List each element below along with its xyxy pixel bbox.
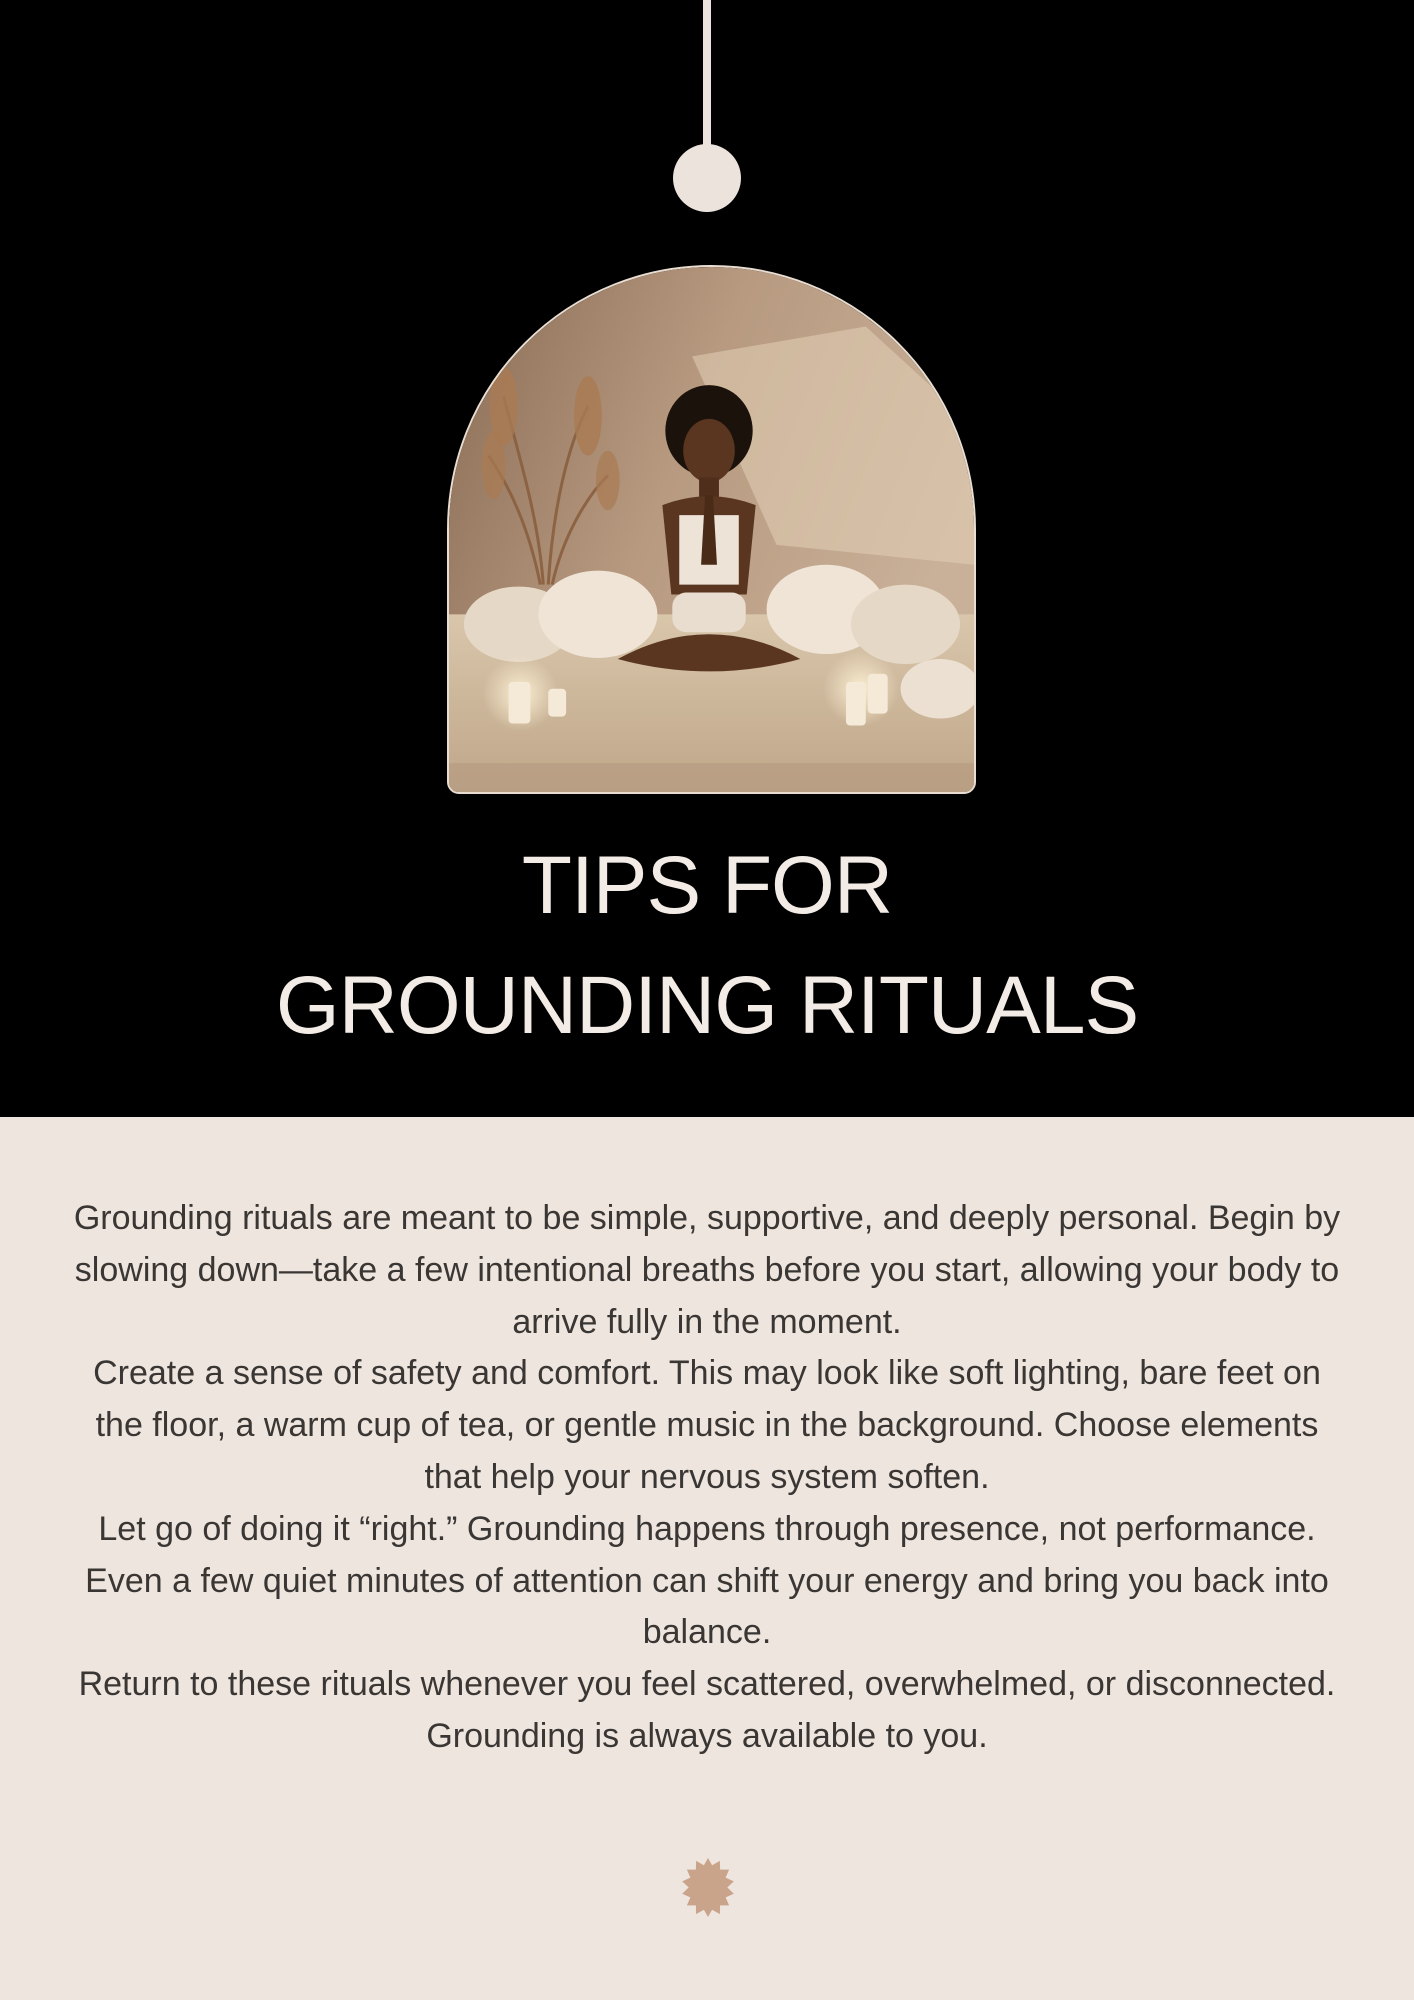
starburst-icon: [677, 1858, 739, 1920]
meditation-scene-illustration: [449, 267, 974, 792]
paragraph-1: Grounding rituals are meant to be simple, supportive, and deeply personal. Begin by slowing down—take a few intentional breaths before you start, allowing your body to arrive fully in the moment.: [73, 1199, 1341, 1341]
body-text: [70, 1193, 1344, 1763]
page-title: [0, 826, 1414, 1066]
title-line-1: TIPS FOR: [521, 840, 893, 931]
meditation-photo: [447, 265, 976, 794]
paragraph-3: Let go of doing it “right.” Grounding happens through presence, not performance. Even a few quiet minutes of attention can shift your energy and bring you back into balance.: [85, 1509, 1329, 1652]
pendant-cord: [703, 0, 711, 150]
paragraph-2: Create a sense of safety and comfort. This may look like soft lighting, bare feet on the floor, a warm cup of tea, or gentle music in the background. Choose elements that help your nervous system soften.: [93, 1354, 1321, 1496]
title-line-2: GROUNDING RITUALS: [275, 960, 1139, 1051]
hanging-pendant-icon: [673, 144, 741, 212]
paragraph-4: Return to these rituals whenever you feel scattered, overwhelmed, or disconnected. Grounding is always available to you.: [78, 1665, 1336, 1755]
